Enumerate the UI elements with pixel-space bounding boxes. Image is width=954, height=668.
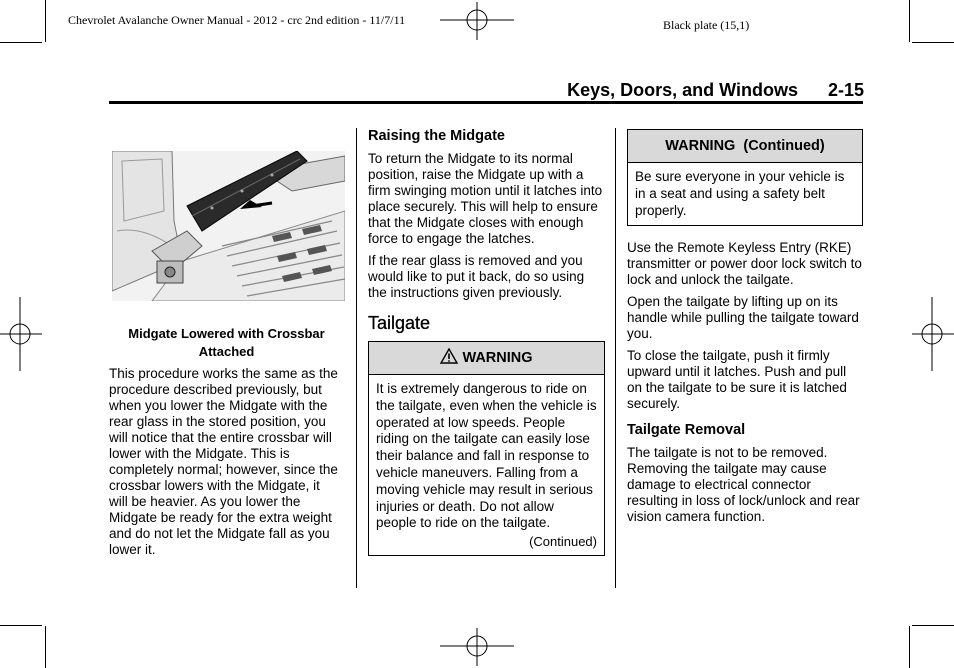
section-heading: Tailgate: [368, 313, 431, 333]
column-1: [109, 150, 344, 564]
body-paragraph: To return the Midgate to its normal position, raise the Midgate up with a firm swinging motion until it latches into place securely. This will help to ensure that the Midgate closes with enough force to engage the latches.: [368, 151, 603, 246]
warning-box: [368, 341, 605, 556]
crop-mark: [45, 0, 46, 42]
warning-text: Be sure everyone in your vehicle is in a seat and using a safety belt properly.: [635, 169, 845, 218]
warning-title: WARNING: [462, 350, 533, 366]
warning-box-continued: [627, 129, 863, 226]
midgate-illustration: [112, 151, 345, 301]
body-paragraph: To close the tailgate, push it firmly upward until it latches. Push and pull on the tailgate to be sure it is latched securely.: [627, 348, 847, 412]
registration-mark-icon: [0, 297, 42, 371]
column-3: [627, 129, 863, 531]
figure-caption: [109, 325, 344, 361]
print-header-info: Chevrolet Avalanche Owner Manual - 2012 - crc 2nd edition - 11/7/11: [68, 13, 406, 27]
crop-mark: [909, 0, 910, 42]
crop-mark: [0, 42, 42, 43]
warning-text: It is extremely dangerous to ride on the tailgate, even when the vehicle is operated at low speeds. People riding on the tailgate can easily lose their balance and fall in response to vehicle maneuvers. Falling from a moving vehicle may result in serious injuries or death. Do not allow people to ride on the tailgate.: [376, 381, 597, 531]
crop-mark: [45, 626, 46, 668]
header-rule: [109, 101, 863, 104]
warning-body: [369, 375, 604, 555]
subheading: Tailgate Removal: [627, 422, 746, 439]
crop-mark: [912, 42, 954, 43]
column-2: [368, 128, 605, 556]
warning-triangle-icon: [440, 348, 458, 364]
subheading: Raising the Midgate: [368, 128, 505, 144]
body-paragraph: This procedure works the same as the procedure described previously, but when you lower the Midgate with the rear glass in the stored position, you will notice that the entire crossbar will lower with the Midgate. This is completely normal; however, since the crossbar lowers with the Midgate, it will be heavier. As you lower the Midgate be ready for the extra weight and do not let the Midgate fall as you lower it.: [109, 366, 338, 557]
body-paragraph: Open the tailgate by lifting up on its handle while pulling the tailgate toward you.: [627, 294, 859, 342]
body-paragraph: If the rear glass is removed and you would like to put it back, do so using the instructions given previously.: [368, 253, 585, 300]
registration-mark-icon: [912, 297, 954, 371]
body-paragraph: Use the Remote Keyless Entry (RKE) transmitter or power door lock switch to lock and unlock the tailgate.: [627, 240, 862, 288]
column-divider: [356, 128, 357, 588]
continued-label: (Continued): [529, 534, 597, 550]
section-title: Keys, Doors, and Windows: [567, 80, 798, 100]
crop-mark: [912, 625, 954, 626]
caption-line-2: Attached: [198, 344, 255, 359]
section-header: [567, 80, 864, 101]
registration-mark-icon: [440, 0, 514, 40]
warning-header: WARNING (Continued): [628, 130, 862, 163]
warning-header: [369, 342, 604, 375]
body-paragraph: The tailgate is not to be removed. Removing the tailgate may cause damage to electrical connector resulting in loss of lock/unlock and rear vision camera function.: [627, 445, 860, 525]
column-divider: [615, 128, 616, 588]
registration-mark-icon: [440, 628, 514, 668]
page-number: 2-15: [827, 80, 864, 100]
caption-line-1: Midgate Lowered with Crossbar: [128, 326, 325, 341]
crop-mark: [909, 626, 910, 668]
plate-info: Black plate (15,1): [663, 18, 750, 32]
crop-mark: [0, 625, 42, 626]
